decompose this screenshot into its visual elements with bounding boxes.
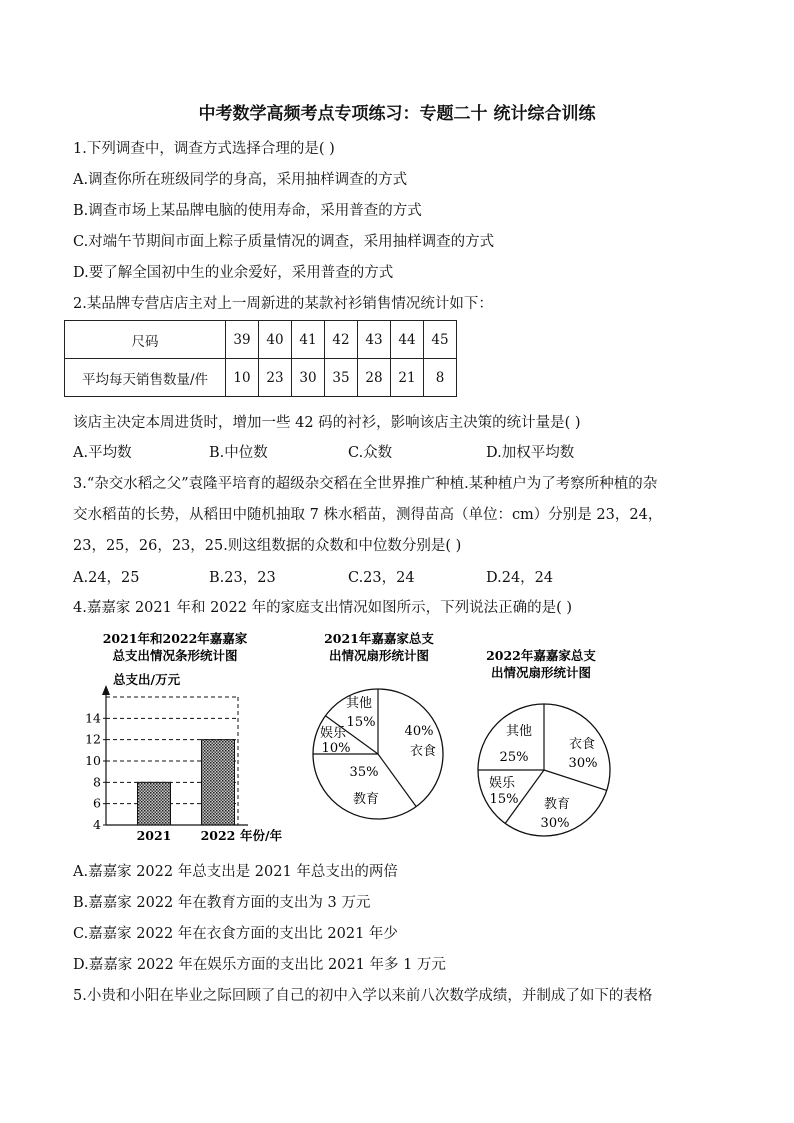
pie-label-其他: 其他 (505, 724, 533, 739)
pie-label-教育: 35% (349, 765, 379, 780)
q1-option-d: D.要了解全国初中生的业余爱好，采用普查的方式 (73, 265, 394, 281)
q2-option-a: A.平均数 (73, 445, 132, 461)
pie-2021-title-line2: 出情况扇形统计图 (328, 648, 430, 663)
table-cell: 39 (226, 321, 259, 359)
pie-2022-title-line2: 出情况扇形统计图 (490, 665, 592, 680)
y-tick-label: 14 (85, 710, 101, 726)
table-cell: 35 (325, 359, 358, 397)
bar-chart (85, 631, 282, 843)
bar-chart-title-line2: 总支出情况条形统计图 (112, 648, 238, 663)
table-cell: 23 (259, 359, 292, 397)
pie-pct-教育: 教育 (352, 792, 380, 807)
q3-line1: 3.“杂交水稻之父”袁隆平培育的超级杂交稻在全世界推广种植.某种植户为了考察所种植的杂 (73, 476, 658, 492)
pie-label-其他: 其他 (345, 696, 373, 711)
page-title: 中考数学高频考点专项练习：专题二十 统计综合训练 (198, 104, 596, 124)
pie-2022-title-line1: 2022年嘉嘉家总支 (486, 648, 596, 663)
pie-pct-衣食: 30% (568, 756, 598, 771)
pie-label-娱乐: 娱乐 (488, 776, 516, 791)
pie-pct-其他: 15% (346, 715, 376, 730)
q1-option-a: A.调查你所在班级同学的身高，采用抽样调查的方式 (73, 172, 408, 188)
y-axis-label: 总支出/万元 (113, 672, 181, 687)
q2-option-c: C.众数 (348, 445, 393, 461)
table-cell: 45 (424, 321, 457, 359)
x-axis-label: 年份/年 (240, 828, 283, 843)
y-tick-label: 6 (93, 795, 101, 811)
pie-2021-title-line1: 2021年嘉嘉家总支 (324, 631, 434, 646)
pie-pct-衣食: 衣食 (409, 744, 437, 759)
q3-option-a: A.24，25 (73, 570, 140, 586)
bar-2022 (202, 740, 235, 825)
pie-label-衣食: 衣食 (568, 737, 596, 752)
q3-line3: 23，25，26，23，25.则这组数据的众数和中位数分别是( ) (73, 538, 462, 554)
pie-label-娱乐: 娱乐 (319, 726, 347, 741)
x-tick-label: 2021 (136, 828, 172, 843)
q5-stem: 5.小贵和小阳在毕业之际回顾了自己的初中入学以来前八次数学成绩，并制成了如下的表格 (73, 988, 653, 1004)
y-tick-label: 4 (93, 817, 101, 832)
q4-option-a: A.嘉嘉家 2022 年总支出是 2021 年总支出的两倍 (73, 864, 398, 880)
q2-stem: 2.某品牌专营店店主对上一周新进的某款衬衫销售情况统计如下： (73, 296, 493, 312)
x-tick-label: 2022 (200, 828, 236, 843)
q2-option-b: B.中位数 (209, 445, 268, 461)
q4-option-c: C.嘉嘉家 2022 年在衣食方面的支出比 2021 年少 (73, 926, 398, 942)
table-cell: 28 (358, 359, 391, 397)
q1-stem: 1.下列调查中，调查方式选择合理的是( ) (73, 141, 335, 157)
table-cell: 41 (292, 321, 325, 359)
table-header-sales: 平均每天销售数量/件 (65, 359, 226, 397)
q2-question: 该店主决定本周进货时，增加一些 42 码的衬衫，影响该店主决策的统计量是( ) (73, 415, 581, 431)
y-tick-label: 8 (93, 774, 101, 790)
table-header-size: 尺码 (65, 321, 226, 359)
q1-option-c: C.对端午节期间市面上粽子质量情况的调查，采用抽样调查的方式 (73, 234, 495, 250)
q3-option-d: D.24，24 (486, 570, 554, 586)
q4-option-b: B.嘉嘉家 2022 年在教育方面的支出为 3 万元 (73, 895, 371, 911)
table-cell: 30 (292, 359, 325, 397)
table-cell: 42 (325, 321, 358, 359)
q4-stem: 4.嘉嘉家 2021 年和 2022 年的家庭支出情况如图所示，下列说法正确的是( ) (73, 600, 572, 616)
table-cell: 10 (226, 359, 259, 397)
q4-option-d: D.嘉嘉家 2022 年在娱乐方面的支出比 2021 年多 1 万元 (73, 957, 446, 973)
q3-option-b: B.23，23 (209, 570, 276, 586)
pie-pct-娱乐: 10% (321, 741, 351, 756)
pie-pct-教育: 30% (540, 816, 570, 831)
table-cell: 21 (391, 359, 424, 397)
pie-chart-2022 (478, 648, 610, 836)
q3-line2: 交水稻苗的长势，从稻田中随机抽取 7 株水稻苗，测得苗高（单位：cm）分别是 23，24， (73, 507, 663, 523)
y-axis-arrow (102, 685, 110, 695)
bar-2021 (138, 782, 171, 825)
table-cell: 44 (391, 321, 424, 359)
q2-option-d: D.加权平均数 (486, 445, 575, 461)
bar-chart-title-line1: 2021年和2022年嘉嘉家 (102, 631, 248, 646)
table-cell: 40 (259, 321, 292, 359)
q3-option-c: C.23，24 (348, 570, 415, 586)
pie-pct-娱乐: 15% (489, 792, 519, 807)
table-cell: 43 (358, 321, 391, 359)
q1-option-b: B.调查市场上某品牌电脑的使用寿命，采用普查的方式 (73, 203, 422, 219)
y-tick-label: 10 (85, 753, 101, 768)
pie-chart-2021 (313, 631, 443, 819)
pie-label-教育: 教育 (543, 797, 571, 812)
table-cell: 8 (424, 359, 457, 397)
pie-label-衣食: 40% (404, 724, 434, 739)
y-tick-label: 12 (85, 731, 101, 747)
pie-pct-其他: 25% (499, 750, 529, 765)
